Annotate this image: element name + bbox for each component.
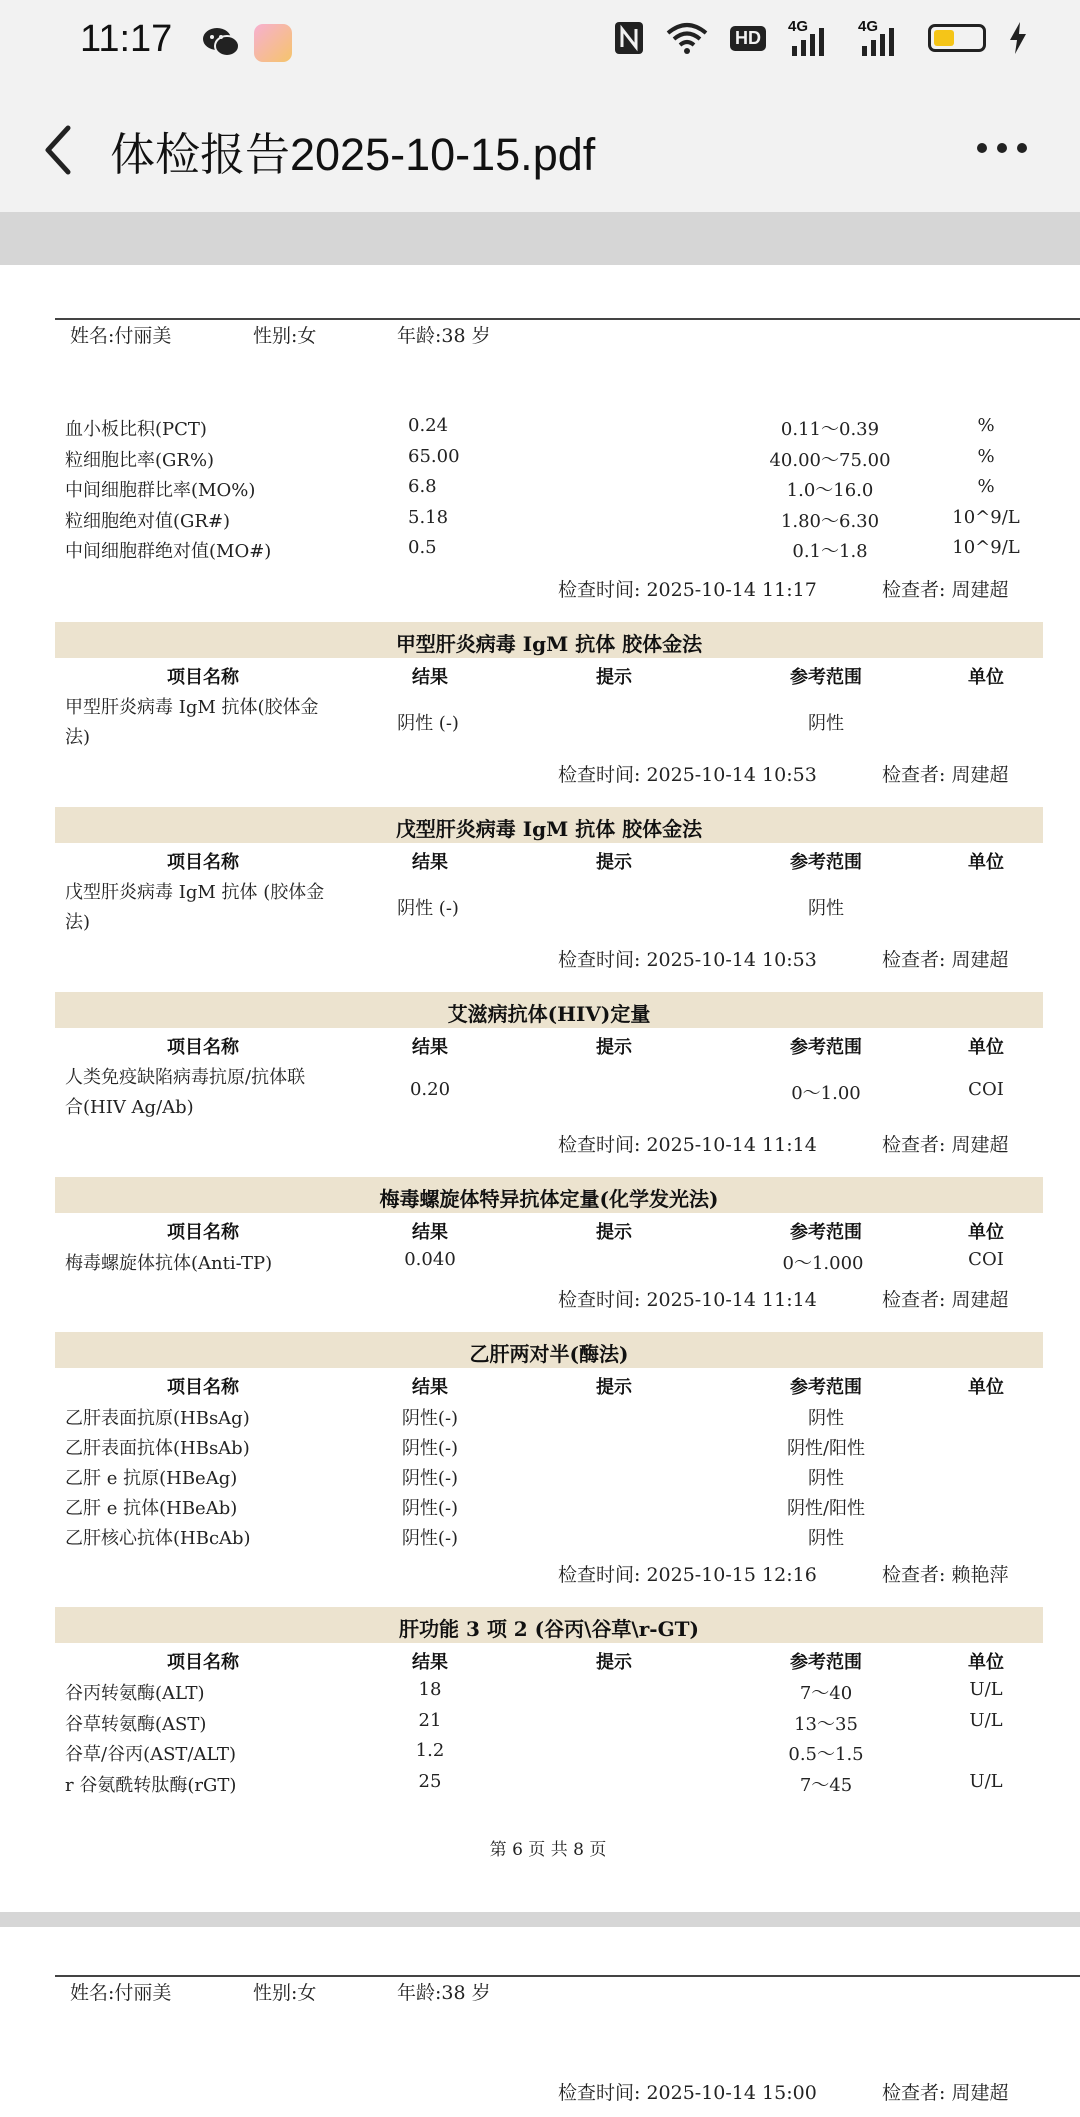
test-unit: % <box>977 476 995 497</box>
check-time: 检查时间: 2025-10-14 10:53 <box>558 949 817 971</box>
section-header <box>55 1332 1043 1368</box>
check-time: 检查时间: 2025-10-15 12:16 <box>558 1564 817 1586</box>
signal-4g-icon <box>788 20 836 56</box>
test-name: 中间细胞群绝对值(MO#) <box>65 541 272 562</box>
test-name: 血小板比积(PCT) <box>65 419 207 440</box>
test-result: 18 <box>418 1679 442 1700</box>
test-name: 乙肝 e 抗体(HBeAb) <box>65 1498 238 1519</box>
test-result: 0.040 <box>404 1249 456 1270</box>
col-header-unit: 单位 <box>968 667 1004 688</box>
patient-gender: 性别:女 <box>253 325 317 347</box>
test-result: 6.8 <box>408 476 437 497</box>
test-result: 1.2 <box>415 1740 445 1761</box>
test-result: 21 <box>418 1709 442 1731</box>
test-name: 乙肝核心抗体(HBcAb) <box>65 1528 251 1549</box>
status-time: 11:17 <box>80 18 173 60</box>
test-range: 13～35 <box>794 1713 858 1735</box>
test-name-cont: 法) <box>65 912 91 933</box>
document-title: 体检报告2025-10-15.pdf <box>110 129 596 180</box>
col-header-result: 结果 <box>412 852 448 873</box>
test-unit: COI <box>968 1249 1004 1270</box>
check-time: 检查时间: 2025-10-14 10:53 <box>558 764 817 786</box>
test-range: 1.80～6.30 <box>780 510 880 532</box>
col-header-name: 项目名称 <box>167 1652 239 1673</box>
check-time: 检查时间: 2025-10-14 15:00 <box>558 2082 817 2104</box>
test-unit: U/L <box>969 1679 1003 1700</box>
checker: 检查者: 周建超 <box>882 949 1009 971</box>
col-header-range: 参考范围 <box>790 1037 862 1058</box>
test-name: 人类免疫缺陷病毒抗原/抗体联 <box>65 1067 306 1088</box>
test-result: 阴性(-) <box>401 1468 459 1489</box>
checker: 检查者: 周建超 <box>882 1289 1009 1311</box>
col-header-result: 结果 <box>412 667 448 688</box>
test-range: 0～1.00 <box>791 1083 861 1104</box>
col-header-result: 结果 <box>412 1222 448 1243</box>
test-unit: 10^9/L <box>952 537 1020 558</box>
test-range: 0.1～1.8 <box>792 541 868 562</box>
col-header-range: 参考范围 <box>790 1377 862 1398</box>
col-header-hint: 提示 <box>596 852 632 873</box>
section-title: 戊型肝炎病毒 IgM 抗体 胶体金法 <box>395 817 703 841</box>
patient-name: 姓名:付丽美 <box>70 325 172 347</box>
col-header-result: 结果 <box>412 1652 448 1673</box>
header-rule <box>55 1975 1080 1977</box>
signal-4g-icon <box>858 20 906 56</box>
section-header <box>55 807 1043 843</box>
test-range: 阴性 <box>808 898 844 919</box>
col-header-name: 项目名称 <box>167 1377 239 1398</box>
col-header-name: 项目名称 <box>167 1222 239 1243</box>
test-name: 谷草转氨酶(AST) <box>65 1713 207 1735</box>
wechat-icon <box>202 26 240 58</box>
col-header-unit: 单位 <box>968 1377 1004 1398</box>
test-name-cont: 合(HIV Ag/Ab) <box>65 1097 194 1118</box>
pdf-page <box>0 1927 1080 2117</box>
test-range: 40.00～75.00 <box>769 449 891 471</box>
test-unit: % <box>977 415 995 436</box>
net-type-label: 4G <box>858 18 879 35</box>
wifi-icon <box>666 21 708 55</box>
test-name: 乙肝表面抗体(HBsAb) <box>65 1438 250 1459</box>
checker: 检查者: 周建超 <box>882 764 1009 786</box>
test-name: 甲型肝炎病毒 IgM 抗体(胶体金 <box>65 697 319 718</box>
test-range: 阴性 <box>808 713 844 734</box>
test-name: 乙肝表面抗原(HBsAg) <box>65 1408 250 1429</box>
col-header-hint: 提示 <box>596 1377 632 1398</box>
test-range: 阴性/阳性 <box>786 1498 866 1519</box>
col-header-unit: 单位 <box>968 1037 1004 1058</box>
test-result: 25 <box>418 1770 442 1792</box>
patient-name: 姓名:付丽美 <box>70 1982 172 2004</box>
net-type-label: 4G <box>788 18 809 35</box>
test-range: 阴性 <box>808 1528 844 1549</box>
test-unit: COI <box>968 1079 1004 1100</box>
test-result: 阴性 (-) <box>397 713 459 734</box>
test-result: 阴性(-) <box>401 1438 459 1459</box>
col-header-result: 结果 <box>412 1377 448 1398</box>
col-header-unit: 单位 <box>968 1222 1004 1243</box>
battery-low-icon <box>928 24 986 52</box>
col-header-unit: 单位 <box>968 852 1004 873</box>
col-header-hint: 提示 <box>596 1652 632 1673</box>
test-result: 阴性 (-) <box>397 898 459 919</box>
section-title: 乙肝两对半(酶法) <box>469 1342 629 1366</box>
section-title: 艾滋病抗体(HIV)定量 <box>447 1002 651 1026</box>
status-bar <box>0 0 1080 86</box>
test-result: 0.5 <box>408 537 437 558</box>
test-result: 阴性(-) <box>401 1408 459 1429</box>
header-rule <box>55 318 1080 320</box>
test-name: 中间细胞群比率(MO%) <box>65 480 256 501</box>
col-header-range: 参考范围 <box>790 1652 862 1673</box>
checker: 检查者: 周建超 <box>882 2082 1009 2104</box>
col-header-hint: 提示 <box>596 667 632 688</box>
section-header <box>55 1177 1043 1213</box>
test-name-cont: 法) <box>65 727 91 748</box>
test-name: 戊型肝炎病毒 IgM 抗体 (胶体金 <box>65 882 325 903</box>
patient-age: 年龄:38 岁 <box>397 1982 491 2004</box>
checker: 检查者: 周建超 <box>882 1134 1009 1156</box>
test-name: 乙肝 e 抗原(HBeAg) <box>65 1468 238 1489</box>
test-name: 粒细胞绝对值(GR#) <box>65 510 231 532</box>
col-header-hint: 提示 <box>596 1222 632 1243</box>
checker: 检查者: 周建超 <box>882 579 1009 601</box>
test-range: 0.5～1.5 <box>788 1744 864 1765</box>
test-unit: 10^9/L <box>952 506 1020 528</box>
more-horizontal-icon[interactable] <box>974 128 1030 168</box>
test-unit: U/L <box>969 1770 1003 1792</box>
checker: 检查者: 赖艳萍 <box>882 1564 1009 1586</box>
col-header-name: 项目名称 <box>167 852 239 873</box>
test-range: 0～1.000 <box>782 1253 864 1274</box>
pdf-page <box>0 265 1080 1912</box>
charging-icon <box>1008 22 1028 54</box>
test-range: 阴性 <box>808 1468 844 1489</box>
app-header <box>0 86 1080 212</box>
test-result: 65.00 <box>408 445 460 467</box>
col-header-hint: 提示 <box>596 1037 632 1058</box>
col-header-unit: 单位 <box>968 1652 1004 1673</box>
col-header-range: 参考范围 <box>790 1222 862 1243</box>
test-result: 5.18 <box>408 506 449 528</box>
section-header <box>55 1607 1043 1643</box>
section-header <box>55 992 1043 1028</box>
test-name: 梅毒螺旋体抗体(Anti-TP) <box>65 1253 273 1274</box>
chevron-left-icon[interactable] <box>34 120 84 180</box>
test-range: 0.11～0.39 <box>780 419 880 440</box>
check-time: 检查时间: 2025-10-14 11:14 <box>558 1134 817 1156</box>
test-range: 7～40 <box>799 1683 853 1704</box>
test-range: 1.0～16.0 <box>786 480 874 501</box>
test-name: 粒细胞比率(GR%) <box>65 449 215 471</box>
test-unit: U/L <box>969 1709 1003 1731</box>
patient-gender: 性别:女 <box>253 1982 317 2004</box>
patient-age: 年龄:38 岁 <box>397 325 491 347</box>
test-name: 谷草/谷丙(AST/ALT) <box>65 1744 236 1765</box>
test-result: 0.24 <box>408 415 449 436</box>
test-name: r 谷氨酰转肽酶(rGT) <box>65 1774 237 1796</box>
check-time: 检查时间: 2025-10-14 11:14 <box>558 1289 817 1311</box>
col-header-name: 项目名称 <box>167 1037 239 1058</box>
nfc-icon <box>614 21 644 55</box>
col-header-name: 项目名称 <box>167 667 239 688</box>
section-title: 甲型肝炎病毒 IgM 抗体 胶体金法 <box>395 632 703 656</box>
hd-icon: HD <box>730 26 766 51</box>
page-number: 第 6 页 共 8 页 <box>489 1840 607 1860</box>
test-result: 阴性(-) <box>401 1528 459 1549</box>
app-notification-icon <box>254 24 292 62</box>
col-header-range: 参考范围 <box>790 852 862 873</box>
check-time: 检查时间: 2025-10-14 11:17 <box>558 579 817 601</box>
test-name: 谷丙转氨酶(ALT) <box>65 1683 205 1704</box>
test-unit: % <box>977 445 995 467</box>
test-range: 阴性 <box>808 1408 844 1429</box>
col-header-result: 结果 <box>412 1037 448 1058</box>
test-result: 阴性(-) <box>401 1498 459 1519</box>
section-header <box>55 622 1043 658</box>
status-icons <box>614 20 1028 56</box>
test-result: 0.20 <box>409 1079 451 1100</box>
section-title: 梅毒螺旋体特异抗体定量(化学发光法) <box>379 1187 719 1211</box>
test-range: 阴性/阳性 <box>786 1438 866 1459</box>
col-header-range: 参考范围 <box>790 667 862 688</box>
test-range: 7～45 <box>799 1774 853 1796</box>
section-title: 肝功能 3 项 2 (谷丙\谷草\r-GT) <box>398 1617 700 1641</box>
